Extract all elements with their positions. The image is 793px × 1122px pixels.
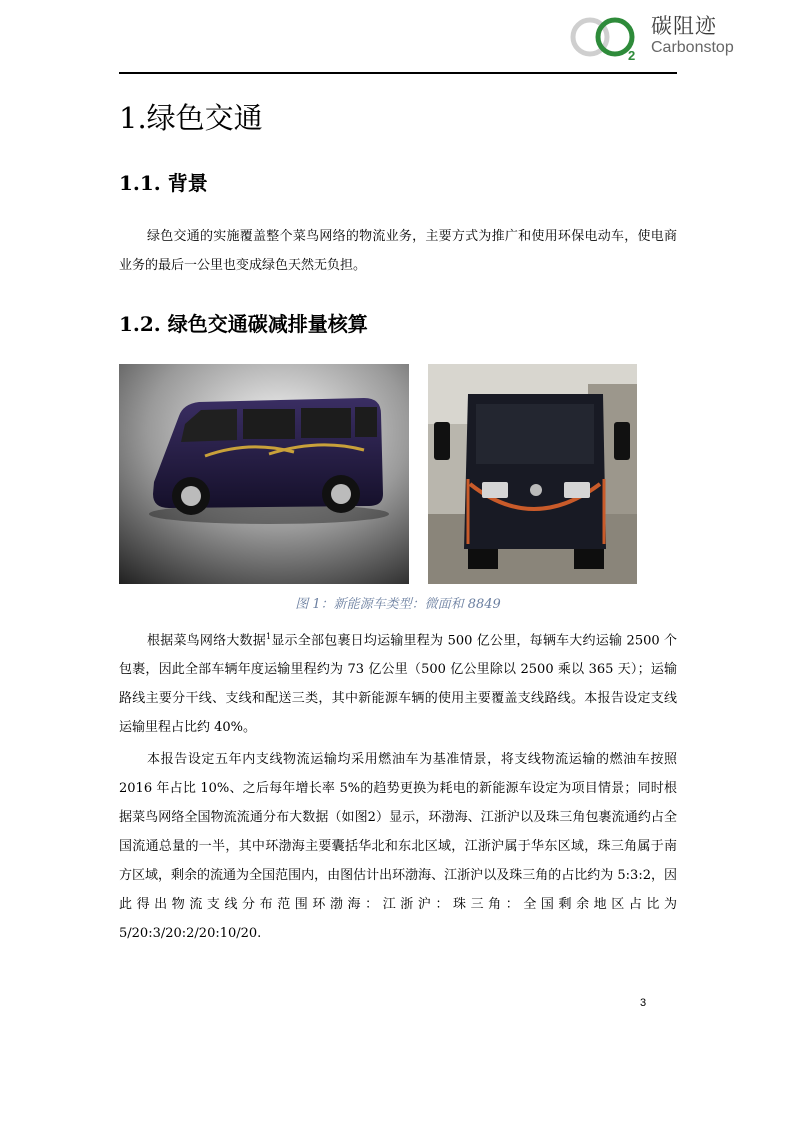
footnote-marker[interactable]: 1	[266, 632, 272, 641]
chapter-heading: 1.绿色交通	[119, 101, 263, 135]
header-rule	[119, 72, 677, 74]
background-paragraph: 绿色交通的实施覆盖整个菜鸟网络的物流业务，主要方式为推广和使用环保电动车，使电商业务的最后一公里也变成绿色天然无负担。	[119, 229, 677, 273]
page-number: 3	[640, 997, 647, 1009]
body-paragraph-2: 本报告设定五年内支线物流运输均采用燃油车为基准情景，将支线物流运输的燃油车按照 2016 年占比 10%、之后每年增长率 5%的趋势更换为耗电的新能源车设定为项目情景；同时根据菜鸟网络全国物流流通分布大数据（如图2）显示，环渤海、江浙沪以及珠三角包裹流通约占全国流通总量的一半，其中环渤海主要囊括华北和东北区域，江浙沪属于华东区域，珠三角属于南方区域，剩余的流通为全国范围内，由图估计出环渤海、江浙沪以及珠三角的占比约为 5:3:2，因此得出物流支线分布范围环渤海：江浙沪：珠三角：全国剩余地区占比为 5/20:3/20:2/20:10/20.	[119, 752, 677, 941]
logo-subscript: 2	[628, 48, 636, 62]
logo-chinese-name: 碳阻迹	[651, 14, 717, 38]
p1-text-rest: 显示全部包裹日均运输里程为 500 亿公里，每辆车大约运输 2500 个包裹，因此全部车辆年度运输里程约为 73 亿公里（500 亿公里除以 2500 乘以 365 天）；运输路线主要分干线、支线和配送三类，其中新能源车辆的使用主要覆盖支线路线。本报告设定支线运输里程占比约 40%。	[119, 633, 677, 736]
body-paragraph-1	[119, 622, 677, 742]
minivan-photo	[119, 364, 409, 584]
section-heading-background: 1.1. 背景	[119, 171, 208, 195]
section-heading-accounting: 1.2. 绿色交通碳减排量核算	[119, 312, 368, 336]
o2-logo-icon	[568, 10, 648, 62]
figure-caption: 图 1：新能源车类型：微面和 8849	[295, 597, 501, 612]
p1-text-start: 根据菜鸟网络大数据	[147, 633, 267, 649]
logo-english-name: Carbonstop	[651, 39, 734, 56]
ev-truck-photo	[428, 364, 637, 584]
